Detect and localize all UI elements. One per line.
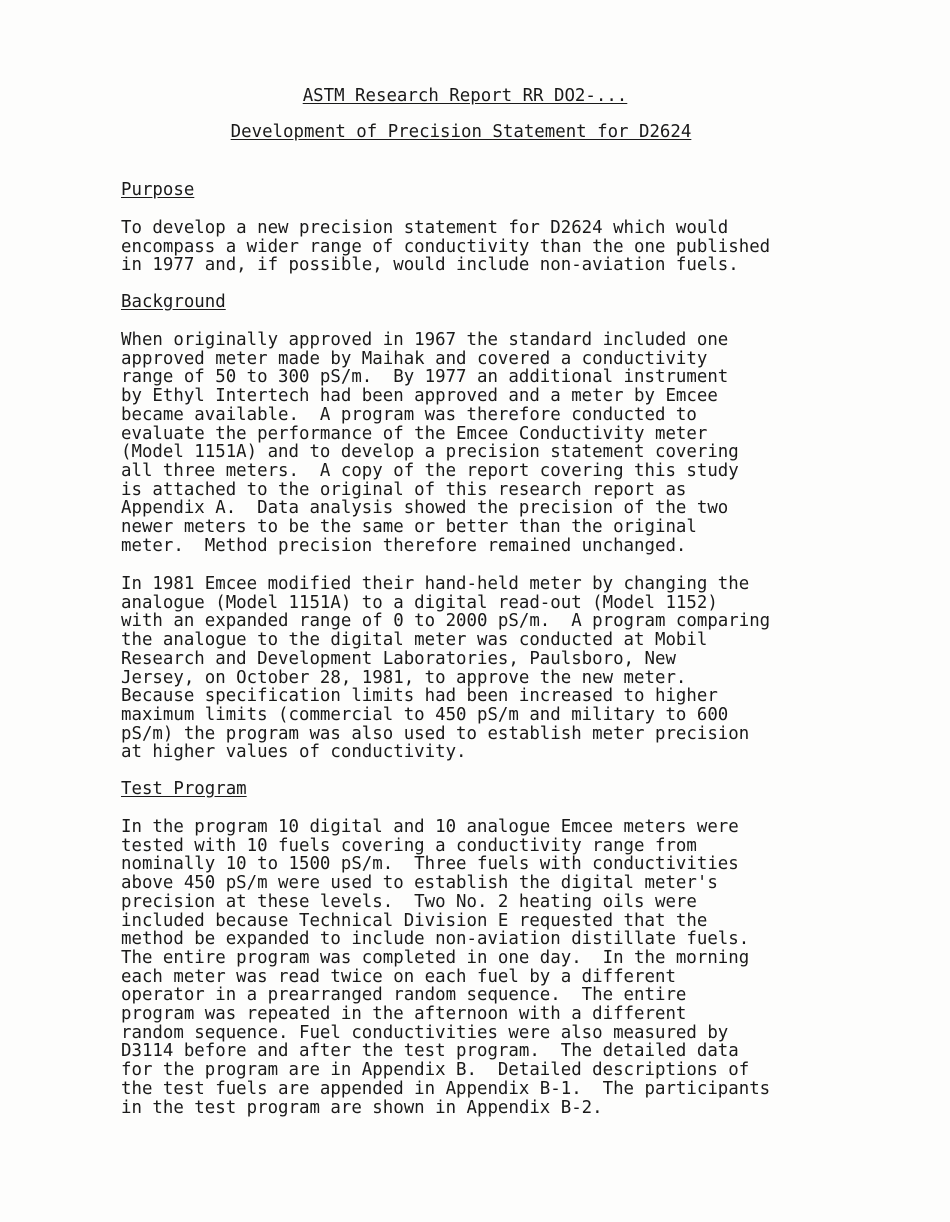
text-line: evaluate the performance of the Emcee Conductivity meter — [121, 423, 708, 444]
text-line: approved meter made by Maihak and covered a conductivity — [121, 348, 708, 369]
background-paragraph-2 — [121, 575, 841, 762]
test-program-paragraph — [121, 818, 841, 1117]
text-line: each meter was read twice on each fuel by a different — [121, 966, 676, 987]
text-line: operator in a prearranged random sequence. The entire — [121, 985, 687, 1006]
report-title: ASTM Research Report RR DO2-... — [302, 86, 628, 106]
section-heading-test-program: Test Program — [121, 779, 247, 799]
text-line: the analogue to the digital meter was conducted at Mobil — [121, 630, 708, 651]
text-line: tested with 10 fuels covering a conductivity range from — [121, 835, 697, 856]
section-heading-background: Background — [121, 292, 226, 312]
text-line: nominally 10 to 1500 pS/m. Three fuels with conductivities — [121, 854, 739, 875]
text-line: In the program 10 digital and 10 analogue Emcee meters were — [121, 817, 739, 837]
text-line: by Ethyl Intertech had been approved and a meter by Emcee — [121, 386, 718, 407]
text-line: When originally approved in 1967 the standard included one — [121, 330, 729, 350]
text-line: method be expanded to include non-aviation distillate fuels. — [121, 929, 750, 950]
text-line: for the program are in Appendix B. Detailed descriptions of — [121, 1060, 750, 1081]
text-line: is attached to the original of this research report as — [121, 479, 687, 500]
text-line: above 450 pS/m were used to establish the digital meter's — [121, 873, 718, 894]
text-line: with an expanded range of 0 to 2000 pS/m. A program comparing — [121, 611, 771, 632]
text-line: in 1977 and, if possible, would include non-aviation fuels. — [121, 255, 739, 276]
text-line: included because Technical Division E requested that the — [121, 910, 708, 931]
text-line: Research and Development Laboratories, Paulsboro, New — [121, 648, 676, 669]
text-line: To develop a new precision statement for D2624 which would — [121, 218, 729, 238]
background-paragraph-1 — [121, 331, 841, 555]
text-line: Appendix A. Data analysis showed the precision of the two — [121, 498, 729, 519]
text-line: became available. A program was therefore conducted to — [121, 404, 697, 425]
text-line: analogue (Model 1151A) to a digital read-out (Model 1152) — [121, 592, 718, 613]
text-line: at higher values of conductivity. — [121, 742, 467, 763]
text-line: meter. Method precision therefore remained unchanged. — [121, 535, 687, 556]
text-line: newer meters to be the same or better than the original — [121, 517, 697, 538]
text-line: in the test program are shown in Appendix B-2. — [121, 1097, 603, 1118]
section-heading-purpose: Purpose — [121, 180, 195, 200]
text-line: (Model 1151A) and to develop a precision statement covering — [121, 442, 739, 463]
text-line: all three meters. A copy of the report covering this study — [121, 460, 739, 481]
report-subtitle: Development of Precision Statement for D2624 — [230, 122, 692, 142]
text-line: range of 50 to 300 pS/m. By 1977 an additional instrument — [121, 367, 729, 388]
text-line: random sequence. Fuel conductivities were also measured by — [121, 1022, 729, 1043]
text-line: precision at these levels. Two No. 2 heating oils were — [121, 891, 697, 912]
text-line: Because specification limits had been increased to higher — [121, 686, 718, 707]
text-line: the test fuels are appended in Appendix B-1. The participants — [121, 1078, 771, 1099]
text-line: pS/m) the program was also used to establish meter precision — [121, 723, 750, 744]
text-line: program was repeated in the afternoon with a different — [121, 1004, 687, 1025]
text-line: Jersey, on October 28, 1981, to approve the new meter. — [121, 667, 687, 688]
text-line: In 1981 Emcee modified their hand-held meter by changing the — [121, 574, 750, 594]
purpose-paragraph — [121, 219, 841, 275]
text-line: D3114 before and after the test program. The detailed data — [121, 1041, 739, 1062]
text-line: encompass a wider range of conductivity than the one published — [121, 236, 771, 257]
text-line: The entire program was completed in one day. In the morning — [121, 947, 750, 968]
text-line: maximum limits (commercial to 450 pS/m and military to 600 — [121, 704, 729, 725]
